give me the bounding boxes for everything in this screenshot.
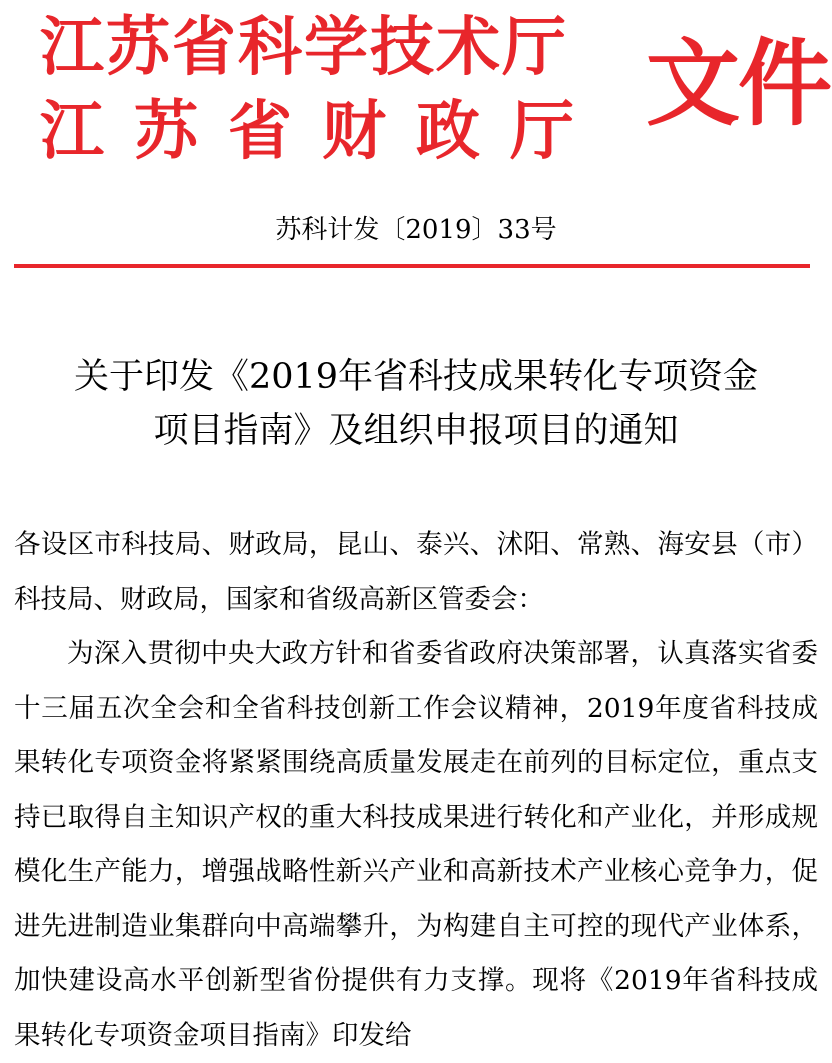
- document-body: [14, 518, 818, 1063]
- document-title: [0, 350, 832, 458]
- document-header: [0, 0, 832, 190]
- title-line: 关于印发《2019年省科技成果转化专项资金: [73, 357, 759, 397]
- issuer-name-science-department: 江苏省科学技术厅: [40, 11, 568, 85]
- body-paragraph: 为深入贯彻中央大政方针和省委省政府决策部署，认真落实省委十三届五次全会和全省科技创新工作会议精神，2019年度省科技成果转化专项资金将紧紧围绕高质量发展走在前列的目标定位，重点支持已取得自主知识产权的重大科技成果进行转化和产业化，并形成规模化生产能力，增强战略性新兴产业和高新技术产业核心竞争力，促进先进制造业集群向中高端攀升，为构建自主可控的现代产业体系，加快建设高水平创新型省份提供有力支撑。现将《2019年省科技成果转化专项资金项目指南》印发给: [14, 638, 818, 1051]
- document-mark: 文件: [646, 30, 831, 139]
- issuer-name-finance-department: 江苏省财政厅: [40, 95, 604, 169]
- red-divider-line: [14, 264, 810, 268]
- salutation: 各设区市科技局、财政局，昆山、泰兴、沭阳、常熟、海安县（市）科技局、财政局，国家和省级高新区管委会：: [14, 529, 818, 615]
- title-line: 项目指南》及组织申报项目的通知: [153, 411, 679, 451]
- document-number: 苏科计发〔2019〕33号: [275, 215, 557, 245]
